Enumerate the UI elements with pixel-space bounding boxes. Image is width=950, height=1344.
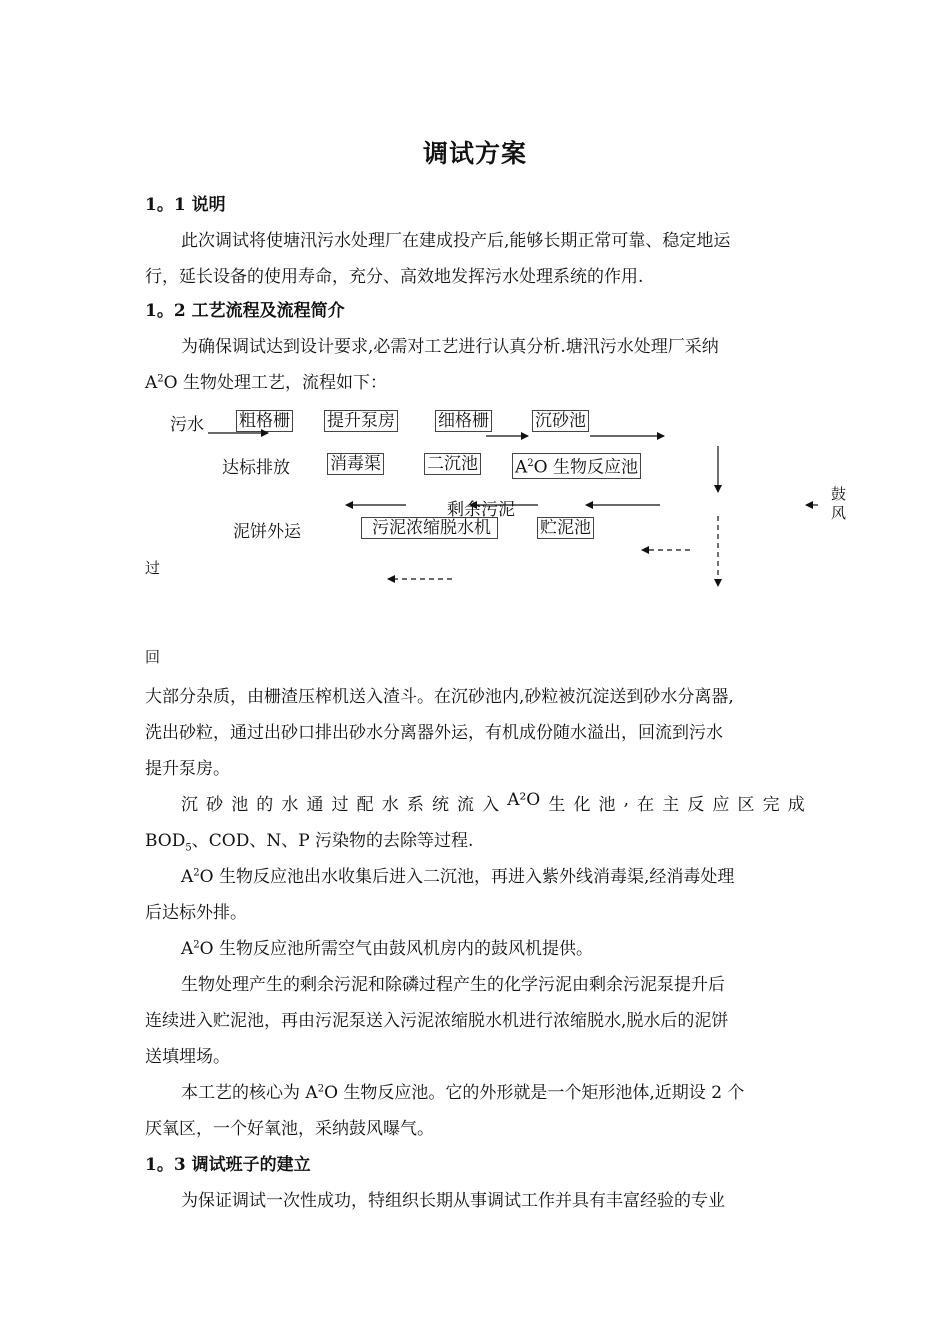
- body-p2-word: 成: [787, 795, 805, 815]
- body-p2-word: A²O: [507, 790, 541, 810]
- body-p2-word: 流: [457, 795, 475, 815]
- body-p1-line-1: 大部分杂质，由栅渣压榨机送入渣斗。在沉砂池内,砂粒被沉淀送到砂水分离器,: [145, 687, 734, 707]
- body-p5-line-2: 连续进入贮泥池，再由污泥泵送入污泥浓缩脱水机进行浓缩脱水,脱水后的泥饼: [145, 1011, 729, 1031]
- body-p2-line-1: [181, 790, 805, 815]
- label-reflux-1: 过: [145, 559, 161, 577]
- box-disinfection: 消毒渠: [327, 453, 384, 475]
- body-p2-word: 在: [637, 795, 655, 815]
- label-reflux-2: 回: [145, 648, 161, 666]
- body-p2-word: 的: [256, 795, 274, 815]
- label-blower-2: 风: [831, 504, 847, 522]
- box-secondary-clarifier: 二沉池: [424, 453, 481, 475]
- body-p2-word: 生: [548, 795, 566, 815]
- body-p6-line-2: 厌氧区，一个好氧池，采纳鼓风曝气。: [145, 1119, 434, 1139]
- box-a2o-reactor: $A^2O$ 生物反应池: [512, 453, 641, 479]
- section-1-1-line-2: 行，延长设备的使用寿命，充分、高效地发挥污水处理系统的作用.: [145, 267, 644, 287]
- body-p2-word: 系: [406, 795, 424, 815]
- body-p2-word: 化: [573, 795, 591, 815]
- section-1-3-line-1: 为保证调试一次性成功，特组织长期从事调试工作并具有丰富经验的专业: [181, 1191, 725, 1211]
- label-discharge: 达标排放: [222, 458, 290, 478]
- body-p2-word: 统: [431, 795, 449, 815]
- body-p3-line-1: $A^2O$ 生物反应池出水收集后进入二沉池，再进入紫外线消毒渠,经消毒处理: [181, 867, 735, 887]
- box-sludge-tank: 贮泥池: [537, 517, 594, 539]
- body-p1-line-3: 提升泵房。: [145, 759, 230, 779]
- label-sewage: 污水: [170, 415, 204, 435]
- section-1-1-line-1: 此次调试将使塘汛污水处理厂在建成投产后,能够长期正常可靠、稳定地运: [181, 231, 731, 251]
- body-p5-line-3: 送填埋场。: [145, 1047, 230, 1067]
- body-p2-word: ,: [623, 790, 630, 810]
- body-p2-word: 应: [712, 795, 730, 815]
- body-p2-word: 池: [598, 795, 616, 815]
- box-dewatering: 污泥浓缩脱水机: [361, 517, 498, 539]
- body-p2-word: 入: [482, 795, 500, 815]
- box-fine-screen: 细格栅: [435, 410, 492, 432]
- body-p2-word: 水: [281, 795, 299, 815]
- body-p2-word: 主: [662, 795, 680, 815]
- body-p1-line-2: 洗出砂粒，通过出砂口排出砂水分离器外运，有机成份随水溢出，回流到污水: [145, 723, 723, 743]
- body-p3-line-2: 后达标外排。: [145, 903, 247, 923]
- body-p6-line-1: 本工艺的核心为 $A^2O$ 生物反应池。它的外形就是一个矩形池体,近期设 2 个: [181, 1083, 745, 1103]
- body-p4-line: $A^2O$ 生物反应池所需空气由鼓风机房内的鼓风机提供。: [181, 939, 593, 959]
- section-1-2-intro-2: $A^2O$ 生物处理工艺，流程如下：: [145, 373, 387, 393]
- section-1-2-intro-1: 为确保调试达到设计要求,必需对工艺进行认真分析.塘汛污水处理厂采纳: [181, 337, 719, 357]
- body-p2-word: 水: [381, 795, 399, 815]
- body-p2-word: 过: [331, 795, 349, 815]
- body-p2-word: 完: [762, 795, 780, 815]
- body-p2-word: 配: [356, 795, 374, 815]
- body-p2-word: 反: [687, 795, 705, 815]
- section-1-2-heading: 1。2 工艺流程及流程简介: [145, 301, 345, 321]
- body-p2-word: 池: [231, 795, 249, 815]
- label-blower-1: 鼓: [831, 485, 847, 503]
- box-coarse-screen: 粗格栅: [236, 410, 293, 432]
- section-1-3-heading: 1。3 调试班子的建立: [145, 1155, 311, 1175]
- document-title: 调试方案: [422, 139, 527, 168]
- box-lift-pump: 提升泵房: [324, 410, 398, 432]
- body-p2-word: 通: [306, 795, 324, 815]
- box-grit-chamber: 沉砂池: [532, 410, 589, 432]
- body-p2-word: 砂: [206, 795, 224, 815]
- body-p5-line-1: 生物处理产生的剩余污泥和除磷过程产生的化学污泥由剩余污泥泵提升后: [181, 975, 725, 995]
- section-1-1-heading: 1。1 说明: [145, 195, 226, 215]
- label-cake-out: 泥饼外运: [233, 522, 301, 542]
- body-p2-line-2: $BOD_5$、COD、N、P 污染物的去除等过程.: [145, 831, 474, 854]
- body-p2-word: 沉: [181, 795, 198, 815]
- body-p2-word: 区: [737, 795, 755, 815]
- label-excess-sludge: 剩余污泥: [447, 500, 515, 520]
